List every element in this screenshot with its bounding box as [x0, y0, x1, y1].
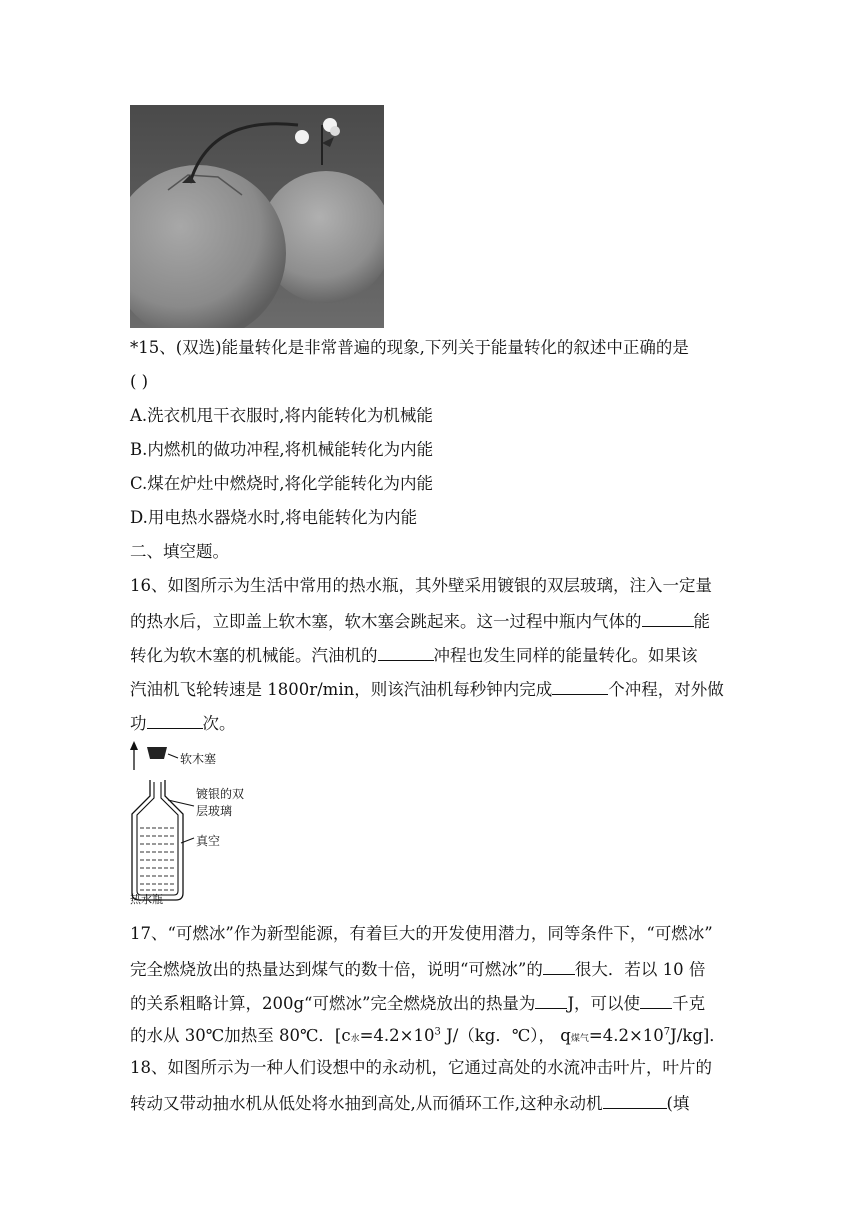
- q16-text: 转化为软木塞的机械能。汽油机的: [130, 646, 378, 665]
- q16-text: 次。: [202, 714, 236, 733]
- label-vacuum: 真空: [196, 834, 221, 848]
- q16-line-4: [130, 678, 750, 700]
- q18-text: 转动又带动抽水机从低处将水抽到高处,从而循环工作,这种永动机: [130, 1094, 603, 1113]
- thermos-figure: [120, 738, 280, 908]
- q17-line-3: [130, 992, 750, 1014]
- superscript: 3: [434, 1026, 441, 1038]
- q17-text: 千克: [672, 994, 706, 1013]
- spheres-photo: [130, 105, 384, 328]
- q15-answer-paren: ( ): [130, 372, 149, 391]
- q17-line-1: 17、“可燃冰”作为新型能源，有着巨大的开发使用潜力，同等条件下，“可燃冰”: [130, 924, 713, 943]
- label-cork: 软木塞: [180, 752, 217, 766]
- q17-text: 的水从 30℃加热至 80℃．[c: [130, 1026, 351, 1045]
- answer-blank[interactable]: [640, 992, 672, 1009]
- q15-option-a: A.洗衣机甩干衣服时,将内能转化为机械能: [130, 406, 433, 425]
- label-glass-2: 层玻璃: [196, 804, 233, 818]
- subscript-gas: 煤气: [570, 1034, 589, 1044]
- answer-blank[interactable]: [642, 610, 694, 627]
- q16-text: 个冲程，对外做: [608, 680, 724, 699]
- q16-line-5: [130, 712, 750, 734]
- q18-line-1: 18、如图所示为一种人们设想中的永动机，它通过高处的水流冲击叶片，叶片的: [130, 1058, 712, 1077]
- cork-leader: [168, 754, 178, 758]
- superscript: 7: [663, 1026, 671, 1038]
- flask-outer-wall: [132, 780, 183, 900]
- q17-line-2: [130, 958, 750, 980]
- q18-text: (填: [666, 1094, 690, 1113]
- answer-blank[interactable]: [535, 992, 567, 1009]
- q17-text: J/（kg．℃）， q: [440, 1026, 571, 1045]
- q15-option-b: B.内燃机的做功冲程,将机械能转化为内能: [130, 440, 434, 459]
- q16-text: 功: [130, 714, 147, 733]
- water-dashes: [140, 828, 176, 890]
- label-glass-1: 镀银的双: [196, 787, 245, 801]
- flask-inner-wall: [137, 782, 178, 895]
- answer-blank[interactable]: [543, 958, 575, 975]
- q16-text: 汽油机飞轮转速是 1800r/min，则该汽油机每秒钟内完成: [130, 680, 553, 699]
- q17-line-4: [130, 1026, 750, 1049]
- q16-line-2: [130, 610, 750, 632]
- q15-option-c: C.煤在炉灶中燃烧时,将化学能转化为内能: [130, 474, 434, 493]
- answer-blank[interactable]: [552, 678, 608, 695]
- answer-blank[interactable]: [147, 712, 203, 729]
- q17-text: 的关系粗略计算，200g“可燃冰”完全燃烧放出的热量为: [130, 994, 536, 1013]
- q16-line-1: 16、如图所示为生活中常用的热水瓶，其外壁采用镀银的双层玻璃，注入一定量: [130, 576, 712, 595]
- answer-blank[interactable]: [378, 644, 434, 661]
- q17-text: J/kg]．: [670, 1026, 726, 1045]
- subscript-water: 水: [350, 1034, 360, 1044]
- label-thermos: 热水瓶: [130, 893, 163, 906]
- q17-text: =4.2×10: [588, 1026, 664, 1045]
- spheres-photo-art: [130, 105, 384, 328]
- q18-line-2: [130, 1092, 750, 1114]
- q15-option-d: D.用电热水器烧水时,将电能转化为内能: [130, 508, 418, 527]
- q17-text: J，可以使: [567, 994, 641, 1013]
- q17-text: 很大．若以 10 倍: [574, 960, 706, 979]
- answer-blank[interactable]: [603, 1092, 667, 1109]
- arrow-head: [130, 741, 138, 750]
- q16-text: 能: [693, 612, 710, 631]
- q17-text: 完全燃烧放出的热量达到煤气的数十倍，说明“可燃冰”的: [130, 960, 543, 979]
- q16-line-3: [130, 644, 750, 666]
- q16-text: 冲程也发生同样的能量转化。如果该: [433, 646, 698, 665]
- q17-text: =4.2×10: [359, 1026, 435, 1045]
- q15-stem: *15、(双选)能量转化是非常普遍的现象,下列关于能量转化的叙述中正确的是: [130, 338, 689, 357]
- q16-text: 的热水后，立即盖上软木塞，软木塞会跳起来。这一过程中瓶内气体的: [130, 612, 642, 631]
- cork-shape: [147, 747, 167, 759]
- section-heading: 二、填空题。: [130, 542, 229, 561]
